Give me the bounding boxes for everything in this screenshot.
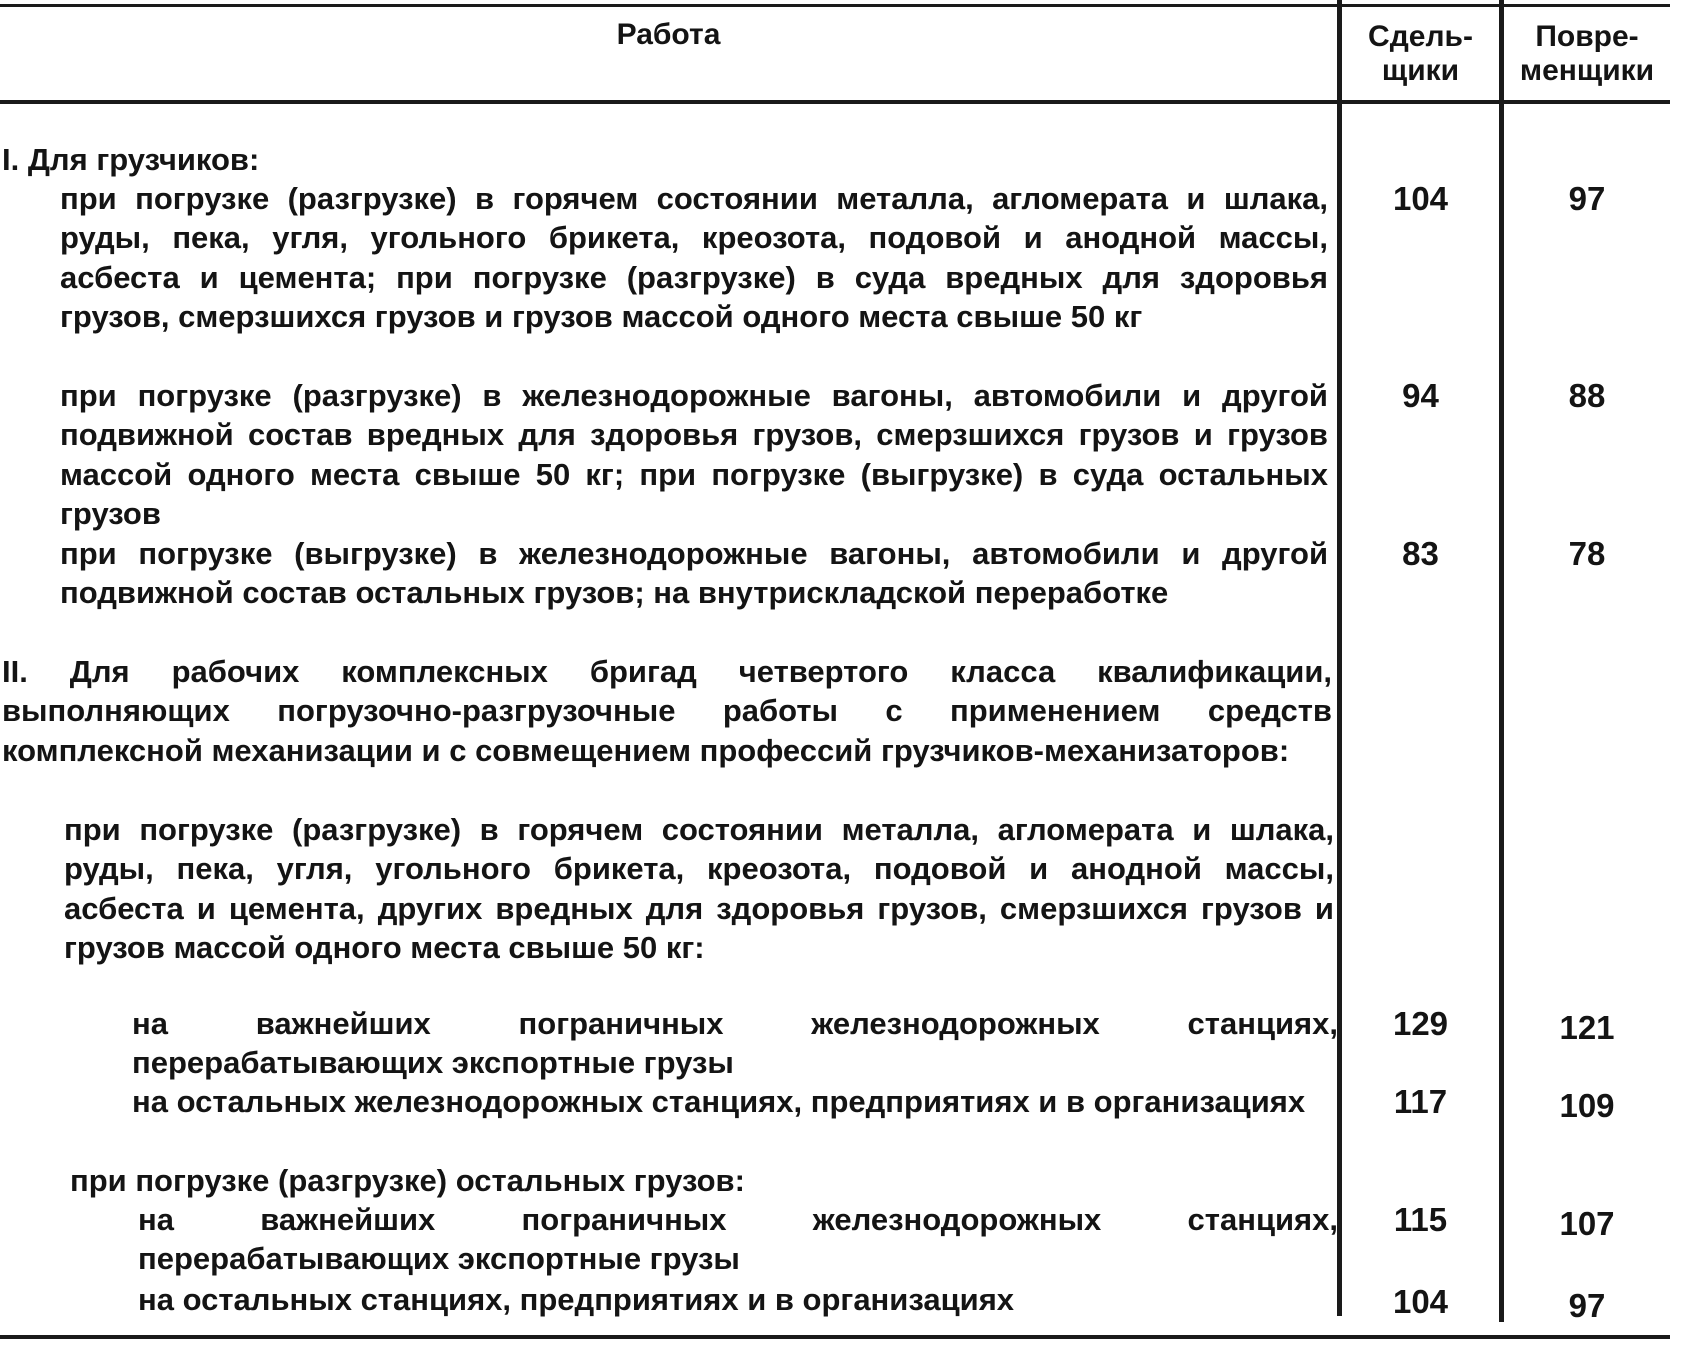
time-rate-value: 78: [1568, 535, 1606, 572]
row-text: при погрузке (разгрузке) в горячем состоянии металла, агломерата и шлака, руды, пека, угля, угольного брикета, креозота, подовой и анодной массы, асбеста и цемента, других вредных для здоровья грузов, смерзшихся грузов и грузов массой одного места свыше 50 кг:: [64, 812, 1334, 966]
time-rate-value: 107: [1559, 1205, 1615, 1242]
piece-rate-value: 104: [1392, 180, 1449, 217]
bottom-rule: [0, 1335, 1670, 1339]
time-rate-value: 88: [1568, 377, 1606, 414]
time-rate-value: 109: [1559, 1087, 1615, 1124]
time-rate-value: 97: [1568, 180, 1606, 217]
header-rule: [0, 100, 1670, 104]
piece-rate-value: 94: [1402, 377, 1439, 414]
piece-rate-value: 129: [1392, 1005, 1449, 1042]
piece-rate-value: 83: [1402, 535, 1439, 572]
row-text: на остальных станциях, предприятиях и в организациях: [138, 1282, 1015, 1317]
header-work: Работа: [616, 18, 721, 51]
piece-rate-value: 104: [1392, 1283, 1449, 1320]
row-text: при погрузке (разгрузке) в железнодорожные вагоны, автомобили и другой подвижной состав вредных для здоровья грузов, смерзшихся грузов и грузов массой одного места свыше 50 кг; при погрузке (выгрузке) в суда остальных грузов: [60, 378, 1328, 532]
piece-rate-value: 117: [1393, 1083, 1448, 1120]
top-rule: [0, 4, 1670, 7]
time-rate-value: 121: [1559, 1009, 1615, 1046]
row-text: на важнейших пограничных железнодорожных станциях, перерабатывающих экспортные грузы: [132, 1006, 1338, 1081]
row-text: при погрузке (разгрузке) остальных грузов:: [70, 1163, 745, 1198]
section-2-heading: II. Для рабочих комплексных бригад четвертого класса квалификации, выполняющих погрузочно-разгрузочные работы с применением средств комплексной механизации и с совмещением профессий грузчиков-механизаторов:: [2, 654, 1332, 768]
row-text: при погрузке (выгрузке) в железнодорожные вагоны, автомобили и другой подвижной состав остальных грузов; на внутрискладской переработке: [60, 536, 1328, 611]
header-pieceworkers: Сдель- щики: [1368, 20, 1473, 87]
time-rate-value: 97: [1568, 1287, 1606, 1324]
row-text: при погрузке (разгрузке) в горячем состоянии металла, агломерата и шлака, руды, пека, угля, угольного брикета, креозота, подовой и анодной массы, асбеста и цемента; при погрузке (разгрузке) в суда вредных для здоровья грузов, смерзшихся грузов и грузов массой одного места свыше 50 кг: [60, 181, 1328, 335]
header-timeworkers: Повре- менщики: [1519, 20, 1655, 87]
piece-rate-value: 115: [1393, 1201, 1448, 1238]
section-1-heading: I. Для грузчиков:: [2, 142, 260, 177]
row-text: на остальных железнодорожных станциях, предприятиях и в организациях: [132, 1084, 1306, 1119]
row-text: на важнейших пограничных железнодорожных станциях, перерабатывающих экспортные грузы: [138, 1202, 1338, 1277]
